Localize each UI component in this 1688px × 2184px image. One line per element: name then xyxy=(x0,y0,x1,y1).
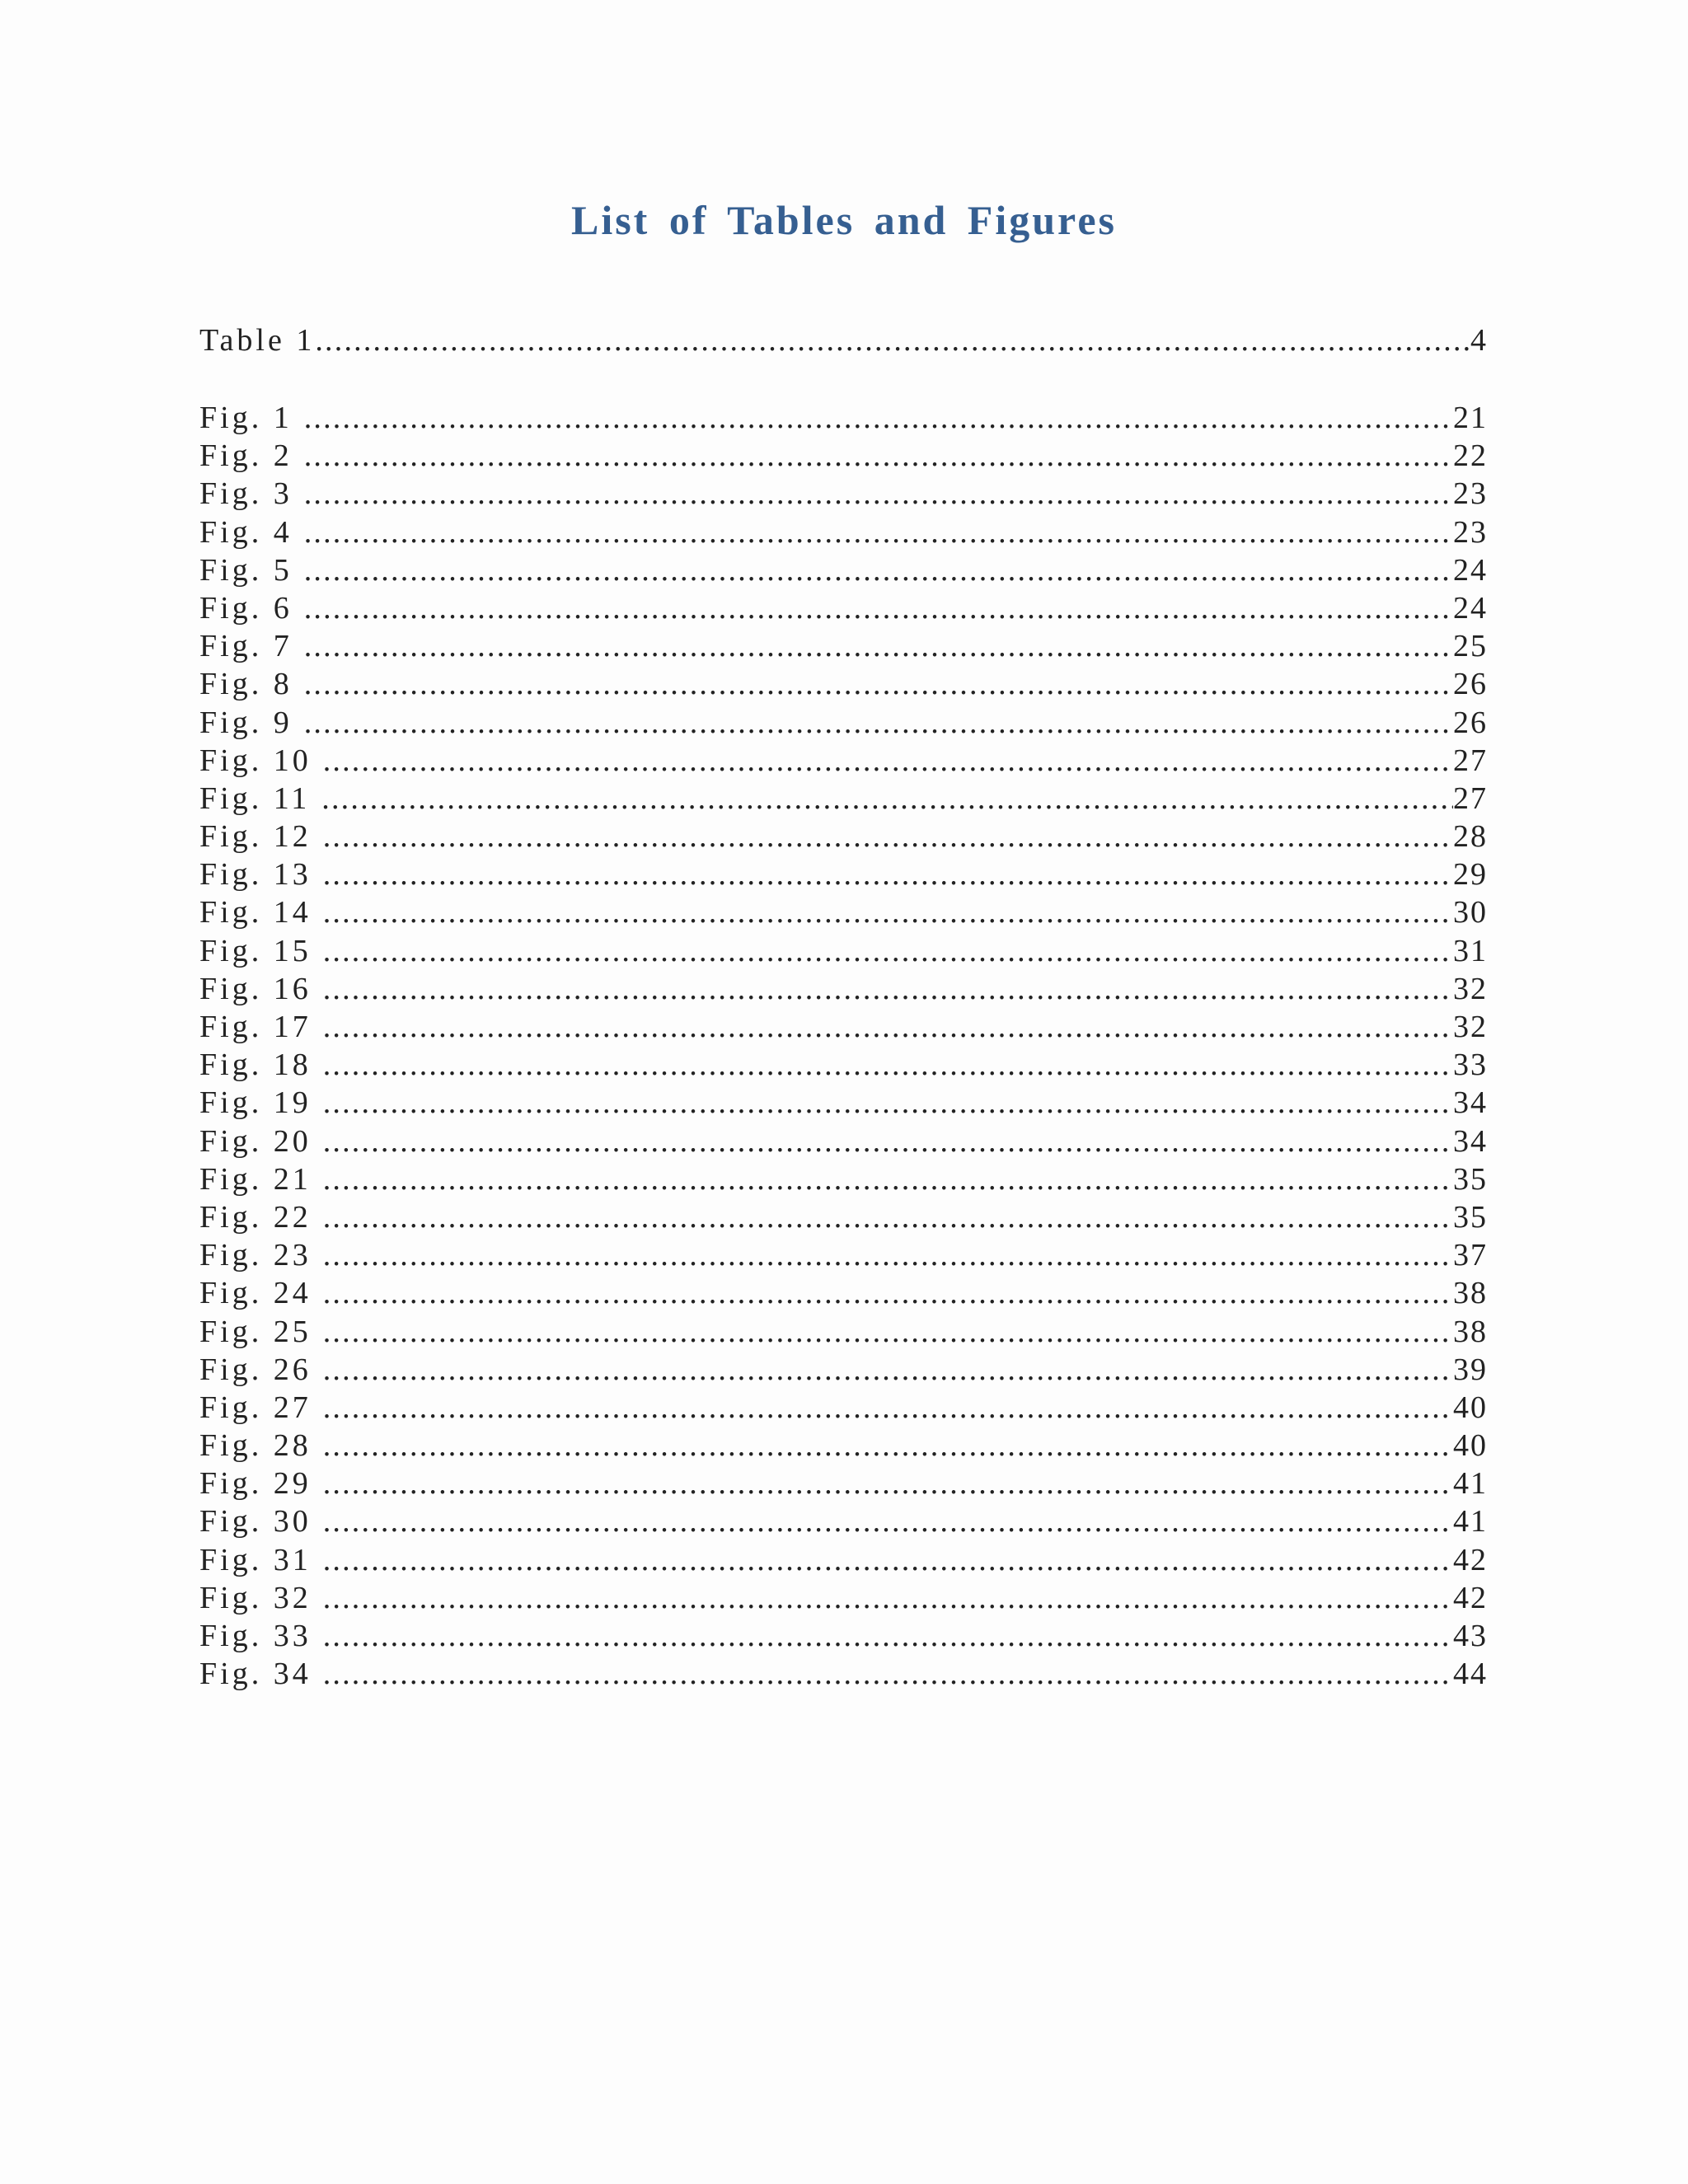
dot-leader xyxy=(323,1465,1453,1502)
toc-entry-figure[interactable] xyxy=(199,1579,1488,1617)
toc-entry-figure[interactable] xyxy=(199,1122,1488,1160)
dot-leader xyxy=(315,321,1470,359)
entry-page-number: 40 xyxy=(1453,1428,1488,1464)
dot-leader xyxy=(323,1313,1453,1351)
entry-page-number: 23 xyxy=(1453,476,1488,512)
entry-page-number: 32 xyxy=(1453,971,1488,1006)
entry-page-number: 40 xyxy=(1453,1390,1488,1425)
entry-page-number: 34 xyxy=(1453,1123,1488,1159)
toc-entry-figure[interactable] xyxy=(199,1541,1488,1579)
entry-page-number: 32 xyxy=(1453,1010,1488,1044)
entry-label: Fig. 1 xyxy=(199,401,293,435)
entry-label: Fig. 3 xyxy=(199,476,293,512)
entry-page-number: 38 xyxy=(1453,1314,1488,1349)
toc-entry-table[interactable] xyxy=(199,321,1488,359)
entry-label: Fig. 2 xyxy=(199,438,293,474)
entry-label: Fig. 33 xyxy=(199,1619,312,1653)
toc-entry-figure[interactable] xyxy=(199,704,1488,742)
entry-label: Fig. 29 xyxy=(199,1466,312,1502)
toc-entry-figure[interactable] xyxy=(199,1198,1488,1236)
entry-label: Fig. 12 xyxy=(199,819,312,855)
entry-label: Fig. 5 xyxy=(199,552,293,588)
entry-label: Fig. 20 xyxy=(199,1123,312,1159)
toc-entry-figure[interactable] xyxy=(199,1274,1488,1312)
entry-label: Fig. 8 xyxy=(199,667,293,702)
toc-entry-figure[interactable] xyxy=(199,1084,1488,1122)
entry-label: Fig. 28 xyxy=(199,1428,312,1464)
dot-leader xyxy=(323,1122,1453,1160)
entry-page-number: 27 xyxy=(1453,780,1488,816)
entry-label: Fig. 15 xyxy=(199,933,312,968)
entry-page-number: 42 xyxy=(1453,1542,1488,1577)
dot-leader xyxy=(304,627,1453,665)
entry-page-number: 43 xyxy=(1453,1619,1488,1653)
entry-page-number: 37 xyxy=(1453,1238,1488,1273)
dot-leader xyxy=(323,1617,1453,1655)
entry-label: Fig. 22 xyxy=(199,1199,312,1235)
toc-entry-figure[interactable] xyxy=(199,589,1488,627)
toc-entry-figure[interactable] xyxy=(199,1160,1488,1198)
dot-leader xyxy=(304,551,1453,589)
entry-page-number: 4 xyxy=(1470,323,1488,358)
dot-leader xyxy=(323,1427,1453,1465)
entry-label: Fig. 24 xyxy=(199,1276,312,1311)
entry-label: Fig. 10 xyxy=(199,743,312,778)
dot-leader xyxy=(323,970,1453,1008)
toc-entry-figure[interactable] xyxy=(199,551,1488,589)
entry-page-number: 35 xyxy=(1453,1199,1488,1235)
dot-leader xyxy=(323,1655,1453,1693)
dot-leader xyxy=(304,437,1453,475)
entry-page-number: 30 xyxy=(1453,895,1488,930)
dot-leader xyxy=(323,1502,1453,1540)
toc-entry-figure[interactable] xyxy=(199,1008,1488,1046)
dot-leader xyxy=(323,818,1453,855)
entry-page-number: 26 xyxy=(1453,705,1488,740)
toc-entry-figure[interactable] xyxy=(199,893,1488,931)
entry-page-number: 26 xyxy=(1453,667,1488,702)
dot-leader xyxy=(304,513,1453,551)
entry-page-number: 23 xyxy=(1453,514,1488,550)
dot-leader xyxy=(304,589,1453,627)
dot-leader xyxy=(323,855,1453,893)
dot-leader xyxy=(323,1389,1453,1427)
entry-page-number: 22 xyxy=(1453,438,1488,474)
entry-page-number: 24 xyxy=(1453,590,1488,626)
dot-leader xyxy=(321,780,1453,818)
toc-entry-figure[interactable] xyxy=(199,855,1488,893)
toc-entry-figure[interactable] xyxy=(199,1655,1488,1693)
dot-leader xyxy=(323,893,1453,931)
toc-entry-figure[interactable] xyxy=(199,475,1488,513)
toc-entry-figure[interactable] xyxy=(199,437,1488,475)
toc-entry-figure[interactable] xyxy=(199,1313,1488,1351)
toc-entry-figure[interactable] xyxy=(199,1046,1488,1084)
entry-label: Fig. 7 xyxy=(199,629,293,664)
entry-page-number: 42 xyxy=(1453,1580,1488,1615)
entry-label: Fig. 11 xyxy=(199,780,311,816)
entry-page-number: 44 xyxy=(1453,1657,1488,1692)
toc-entry-figure[interactable] xyxy=(199,399,1488,437)
toc-entry-figure[interactable] xyxy=(199,1236,1488,1274)
toc-entry-figure[interactable] xyxy=(199,818,1488,855)
entry-label: Fig. 19 xyxy=(199,1085,312,1121)
entry-label: Fig. 17 xyxy=(199,1010,312,1044)
dot-leader xyxy=(304,475,1453,513)
dot-leader xyxy=(304,399,1453,437)
dot-leader xyxy=(323,1008,1453,1046)
toc-entry-figure[interactable] xyxy=(199,932,1488,970)
entry-label: Fig. 34 xyxy=(199,1657,312,1692)
entry-page-number: 41 xyxy=(1453,1504,1488,1540)
entry-label: Fig. 31 xyxy=(199,1542,312,1577)
entry-label: Fig. 9 xyxy=(199,705,293,740)
figure-list xyxy=(199,399,1488,1693)
dot-leader xyxy=(323,742,1453,780)
entry-label: Fig. 25 xyxy=(199,1314,312,1349)
toc-entry-figure[interactable] xyxy=(199,1617,1488,1655)
dot-leader xyxy=(323,1084,1453,1122)
entry-label: Fig. 18 xyxy=(199,1047,312,1083)
entry-page-number: 31 xyxy=(1453,933,1488,968)
dot-leader xyxy=(323,1351,1453,1389)
page-title: List of Tables and Figures xyxy=(570,197,1117,243)
entry-page-number: 25 xyxy=(1453,629,1488,664)
toc-entry-figure[interactable] xyxy=(199,970,1488,1008)
entry-page-number: 35 xyxy=(1453,1161,1488,1197)
toc-entry-figure[interactable] xyxy=(199,1389,1488,1427)
dot-leader xyxy=(323,1160,1453,1198)
toc-entry-figure[interactable] xyxy=(199,1351,1488,1389)
toc-entry-figure[interactable] xyxy=(199,742,1488,780)
entry-label: Fig. 32 xyxy=(199,1580,312,1615)
entry-page-number: 34 xyxy=(1453,1085,1488,1121)
entry-page-number: 24 xyxy=(1453,552,1488,588)
toc-entry-figure[interactable] xyxy=(199,1427,1488,1465)
toc-entry-figure[interactable] xyxy=(199,665,1488,703)
entry-label: Fig. 27 xyxy=(199,1390,312,1425)
dot-leader xyxy=(323,1236,1453,1274)
dot-leader xyxy=(323,1541,1453,1579)
entry-page-number: 41 xyxy=(1453,1466,1488,1502)
dot-leader xyxy=(323,1198,1453,1236)
toc-entry-figure[interactable] xyxy=(199,780,1488,818)
entry-page-number: 21 xyxy=(1453,401,1488,435)
dot-leader xyxy=(304,665,1453,703)
entry-label: Table 1 xyxy=(199,323,316,358)
entry-label: Fig. 14 xyxy=(199,895,312,930)
entry-label: Fig. 26 xyxy=(199,1352,312,1387)
entry-page-number: 28 xyxy=(1453,819,1488,855)
toc-entry-figure[interactable] xyxy=(199,1502,1488,1540)
entry-label: Fig. 6 xyxy=(199,590,293,626)
dot-leader xyxy=(323,932,1453,970)
entry-page-number: 29 xyxy=(1453,857,1488,893)
entry-page-number: 27 xyxy=(1453,743,1488,778)
dot-leader xyxy=(323,1046,1453,1084)
entry-label: Fig. 13 xyxy=(199,857,312,893)
entry-label: Fig. 21 xyxy=(199,1161,312,1197)
table-list xyxy=(199,321,1488,359)
entry-label: Fig. 4 xyxy=(199,514,293,550)
dot-leader xyxy=(323,1274,1453,1312)
entry-label: Fig. 30 xyxy=(199,1504,312,1540)
toc-entry-figure[interactable] xyxy=(199,513,1488,551)
entry-label: Fig. 16 xyxy=(199,971,312,1006)
dot-leader xyxy=(304,704,1453,742)
toc-entry-figure[interactable] xyxy=(199,1465,1488,1502)
dot-leader xyxy=(323,1579,1453,1617)
entry-label: Fig. 23 xyxy=(199,1238,312,1273)
entry-page-number: 38 xyxy=(1453,1276,1488,1311)
entry-page-number: 33 xyxy=(1453,1047,1488,1083)
toc-entry-figure[interactable] xyxy=(199,627,1488,665)
entry-page-number: 39 xyxy=(1453,1352,1488,1387)
